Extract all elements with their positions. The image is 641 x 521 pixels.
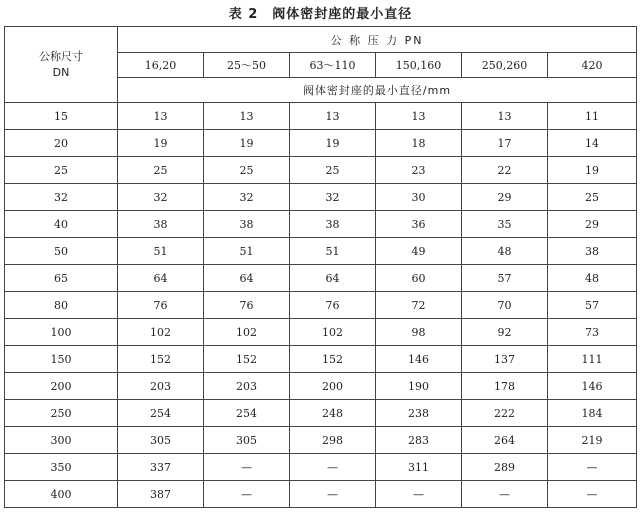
diameter-cell: 13: [118, 103, 204, 130]
diameter-cell: 152: [118, 346, 204, 373]
dn-cell: 40: [5, 211, 118, 238]
diameter-cell: 311: [376, 454, 462, 481]
diameter-cell: 22: [462, 157, 548, 184]
diameter-cell: 35: [462, 211, 548, 238]
table-row: [5, 103, 637, 130]
table-row: [5, 427, 637, 454]
diameter-cell: 19: [118, 130, 204, 157]
table-row: [5, 346, 637, 373]
diameter-cell: 64: [204, 265, 290, 292]
diameter-cell: 298: [290, 427, 376, 454]
pn-column-header: 16,20: [118, 53, 204, 78]
table-row: [5, 400, 637, 427]
diameter-cell: 57: [462, 265, 548, 292]
diameter-cell: 13: [290, 103, 376, 130]
diameter-cell: 51: [290, 238, 376, 265]
diameter-cell: 13: [376, 103, 462, 130]
dn-cell: 400: [5, 481, 118, 508]
dn-cell: 15: [5, 103, 118, 130]
table-row: [5, 454, 637, 481]
diameter-cell: 32: [290, 184, 376, 211]
diameter-cell: 19: [290, 130, 376, 157]
diameter-cell: 25: [204, 157, 290, 184]
dn-cell: 350: [5, 454, 118, 481]
diameter-cell: 57: [548, 292, 637, 319]
nominal-size-label: 公称尺寸: [39, 49, 83, 63]
diameter-cell: 48: [462, 238, 548, 265]
diameter-cell: 64: [118, 265, 204, 292]
diameter-cell: 254: [118, 400, 204, 427]
dn-label: DN: [52, 65, 70, 79]
table-row: [5, 211, 637, 238]
diameter-cell: 219: [548, 427, 637, 454]
diameter-cell: 48: [548, 265, 637, 292]
table-row: [5, 238, 637, 265]
diameter-cell: 38: [548, 238, 637, 265]
diameter-cell: 76: [290, 292, 376, 319]
diameter-cell: —: [204, 481, 290, 508]
diameter-cell: 72: [376, 292, 462, 319]
dn-cell: 300: [5, 427, 118, 454]
diameter-cell: 200: [290, 373, 376, 400]
table-row: [5, 292, 637, 319]
diameter-cell: 32: [118, 184, 204, 211]
diameter-cell: 51: [118, 238, 204, 265]
diameter-cell: 102: [290, 319, 376, 346]
diameter-cell: 337: [118, 454, 204, 481]
diameter-cell: 25: [548, 184, 637, 211]
diameter-cell: —: [290, 454, 376, 481]
diameter-cell: 51: [204, 238, 290, 265]
table-row: [5, 481, 637, 508]
diameter-cell: —: [204, 454, 290, 481]
diameter-cell: 17: [462, 130, 548, 157]
diameter-cell: 102: [204, 319, 290, 346]
pn-column-header: 420: [548, 53, 637, 78]
diameter-cell: 30: [376, 184, 462, 211]
dn-cell: 32: [5, 184, 118, 211]
diameter-cell: 14: [548, 130, 637, 157]
diameter-cell: 152: [290, 346, 376, 373]
diameter-cell: 264: [462, 427, 548, 454]
diameter-cell: 92: [462, 319, 548, 346]
diameter-cell: 305: [204, 427, 290, 454]
dn-cell: 200: [5, 373, 118, 400]
table-row: [5, 130, 637, 157]
diameter-cell: 152: [204, 346, 290, 373]
dn-cell: 100: [5, 319, 118, 346]
table-row: [5, 265, 637, 292]
dn-cell: 150: [5, 346, 118, 373]
diameter-cell: 29: [548, 211, 637, 238]
diameter-cell: 13: [204, 103, 290, 130]
dn-cell: 65: [5, 265, 118, 292]
diameter-cell: 178: [462, 373, 548, 400]
diameter-cell: 36: [376, 211, 462, 238]
diameter-cell: —: [548, 454, 637, 481]
diameter-cell: —: [548, 481, 637, 508]
dn-cell: 50: [5, 238, 118, 265]
diameter-cell: 283: [376, 427, 462, 454]
table-row: [5, 157, 637, 184]
diameter-cell: 98: [376, 319, 462, 346]
diameter-cell: 29: [462, 184, 548, 211]
diameter-cell: 289: [462, 454, 548, 481]
diameter-cell: 23: [376, 157, 462, 184]
diameter-cell: —: [376, 481, 462, 508]
pn-column-header: 25～50: [204, 53, 290, 78]
table-row: [5, 373, 637, 400]
dn-cell: 25: [5, 157, 118, 184]
diameter-cell: 18: [376, 130, 462, 157]
diameter-cell: 102: [118, 319, 204, 346]
diameter-cell: 111: [548, 346, 637, 373]
min-seat-diameter-table: [4, 26, 637, 508]
diameter-cell: 203: [204, 373, 290, 400]
diameter-cell: 64: [290, 265, 376, 292]
nominal-pressure-header: 公 称 压 力 PN: [118, 27, 637, 53]
diameter-cell: 305: [118, 427, 204, 454]
diameter-cell: 38: [204, 211, 290, 238]
diameter-cell: 32: [204, 184, 290, 211]
table-row: [5, 184, 637, 211]
diameter-cell: —: [462, 481, 548, 508]
diameter-cell: 11: [548, 103, 637, 130]
dn-cell: 20: [5, 130, 118, 157]
diameter-cell: 190: [376, 373, 462, 400]
table-title: 表 2 阀体密封座的最小直径: [228, 7, 413, 22]
diameter-cell: 238: [376, 400, 462, 427]
diameter-cell: 38: [290, 211, 376, 238]
pn-column-header: 150,160: [376, 53, 462, 78]
diameter-cell: 137: [462, 346, 548, 373]
table-body: [5, 103, 637, 508]
dn-cell: 80: [5, 292, 118, 319]
nominal-size-header: [5, 27, 118, 103]
diameter-cell: 25: [118, 157, 204, 184]
diameter-cell: 70: [462, 292, 548, 319]
diameter-cell: 38: [118, 211, 204, 238]
table-row: [5, 319, 637, 346]
diameter-cell: 19: [548, 157, 637, 184]
pn-column-header: 250,260: [462, 53, 548, 78]
diameter-cell: 76: [118, 292, 204, 319]
diameter-cell: 19: [204, 130, 290, 157]
dn-cell: 250: [5, 400, 118, 427]
diameter-cell: 184: [548, 400, 637, 427]
diameter-cell: 13: [462, 103, 548, 130]
diameter-cell: 387: [118, 481, 204, 508]
diameter-cell: 76: [204, 292, 290, 319]
diameter-cell: 222: [462, 400, 548, 427]
diameter-cell: 49: [376, 238, 462, 265]
diameter-cell: 254: [204, 400, 290, 427]
diameter-cell: —: [290, 481, 376, 508]
diameter-cell: 146: [376, 346, 462, 373]
unit-header: 阀体密封座的最小直径/mm: [118, 78, 637, 103]
diameter-cell: 146: [548, 373, 637, 400]
diameter-cell: 25: [290, 157, 376, 184]
diameter-cell: 248: [290, 400, 376, 427]
diameter-cell: 73: [548, 319, 637, 346]
pn-column-header: 63～110: [290, 53, 376, 78]
diameter-cell: 203: [118, 373, 204, 400]
diameter-cell: 60: [376, 265, 462, 292]
